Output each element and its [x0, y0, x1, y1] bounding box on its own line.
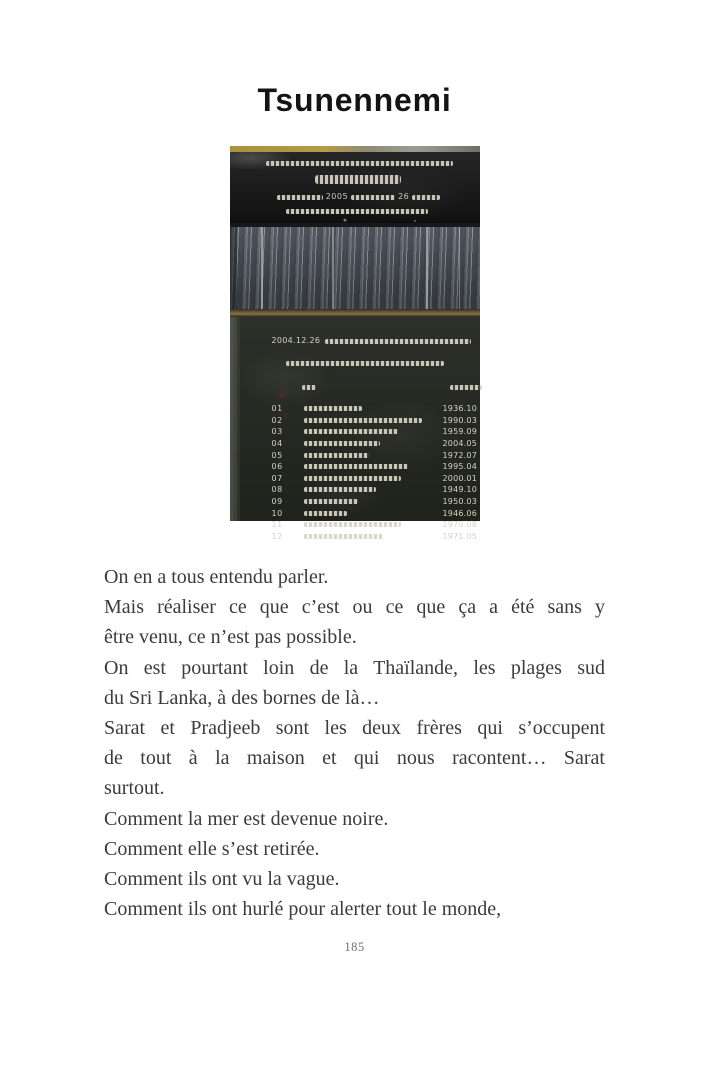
victim-number: 10 — [271, 508, 283, 518]
victim-name-script — [304, 429, 398, 434]
victim-row — [230, 507, 480, 519]
victim-number: 01 — [271, 404, 283, 414]
text-line: Sarat et Pradjeeb sont les deux frères qui s’occupent — [104, 717, 605, 740]
victim-row — [230, 426, 480, 438]
victim-number: 11 — [271, 520, 283, 530]
text-line: Comment ils ont hurlé pour alerter tout le monde, — [104, 898, 502, 921]
rust-joint-band — [230, 309, 480, 317]
victim-name-script — [304, 522, 401, 527]
victim-birthdate: 2004.05 — [442, 439, 477, 449]
plaque-day: 26 — [398, 192, 410, 201]
victim-row — [230, 461, 480, 473]
text-line: de tout à la maison et qui nous racontent… Sarat — [104, 747, 605, 770]
victim-name-script — [304, 499, 358, 504]
victim-birthdate: 1949.10 — [442, 485, 477, 495]
text-line: Comment la mer est devenue noire. — [104, 807, 389, 830]
victim-name-script — [304, 464, 408, 469]
book-page — [0, 84, 709, 1076]
text-line: être venu, ce n’est pas possible. — [104, 626, 357, 649]
plaque-inscription-line — [234, 193, 484, 201]
victim-number: 03 — [271, 427, 283, 437]
text-line: On est pourtant loin de la Thaïlande, les plages sud — [104, 656, 605, 679]
text-line: du Sri Lanka, à des bornes de là… — [104, 686, 380, 709]
paragraph — [104, 894, 605, 924]
memorial-list-panel — [230, 317, 480, 541]
sinhala-script-blob — [286, 209, 428, 214]
victim-birthdate: 1936.10 — [442, 404, 477, 414]
stone-wall-section — [230, 223, 480, 309]
victim-name-script — [304, 406, 362, 411]
victim-row — [230, 519, 480, 531]
paragraph — [104, 713, 605, 804]
sinhala-script-blob — [266, 161, 453, 166]
victim-number: 05 — [271, 450, 283, 460]
victim-number: 07 — [271, 473, 283, 483]
victim-row — [230, 496, 480, 508]
victim-number: 08 — [271, 485, 283, 495]
sinhala-script-blob — [325, 339, 471, 344]
victim-name-script — [304, 511, 347, 516]
memorial-heading-line1 — [272, 337, 480, 345]
memorial-column-headers — [302, 385, 480, 390]
victim-number: 09 — [271, 497, 283, 507]
victim-name-script — [304, 453, 369, 458]
victim-number: 04 — [271, 439, 283, 449]
memorial-header-plaque — [230, 152, 480, 223]
victim-name-script — [304, 534, 383, 539]
victim-number: 06 — [271, 462, 283, 472]
memorial-victim-list — [230, 403, 480, 542]
victim-birthdate: 2000.01 — [442, 473, 477, 483]
sinhala-script-blob — [412, 195, 440, 200]
plaque-year: 2005 — [325, 192, 349, 201]
victim-number: 02 — [271, 415, 283, 425]
page-title: Tsunennemi — [257, 82, 452, 118]
paragraph — [104, 864, 605, 894]
victim-row — [230, 403, 480, 415]
victim-name-script — [304, 476, 401, 481]
sinhala-script-blob — [286, 361, 444, 366]
sinhala-script-blob — [315, 175, 401, 184]
victim-birthdate: 1959.09 — [442, 427, 477, 437]
column-header-birthdate — [450, 385, 482, 390]
body-text — [104, 562, 605, 924]
sinhala-script-blob — [277, 195, 323, 200]
victim-birthdate: 1971.05 — [442, 531, 477, 541]
victim-birthdate: 1972.07 — [442, 450, 477, 460]
sinhala-script-blob — [351, 195, 395, 200]
victim-row — [230, 484, 480, 496]
column-header-name — [302, 385, 316, 390]
text-line: surtout. — [104, 777, 165, 800]
paragraph — [104, 562, 605, 592]
victim-birthdate: 1995.04 — [442, 462, 477, 472]
paragraph — [104, 592, 605, 652]
victim-name-script — [304, 487, 376, 492]
victim-number: 12 — [271, 531, 283, 541]
victim-row — [230, 415, 480, 427]
victim-row — [230, 531, 480, 543]
victim-row — [230, 473, 480, 485]
victim-row — [230, 449, 480, 461]
victim-name-script — [304, 418, 422, 423]
plaque-inscription-line — [235, 161, 485, 166]
tsunami-date: 2004.12.26 — [271, 336, 321, 345]
victim-birthdate: 1950.03 — [442, 497, 477, 507]
plaque-inscription-line — [233, 175, 483, 184]
victim-birthdate: 1946.06 — [442, 508, 477, 518]
victim-birthdate: 1970.08 — [442, 520, 477, 530]
paragraph — [104, 834, 605, 864]
text-line: Comment ils ont vu la vague. — [104, 868, 340, 891]
paragraph — [104, 653, 605, 713]
text-line: Mais réaliser ce que c’est ou ce que ça a été sans y — [104, 596, 605, 619]
text-line: On en a tous entendu parler. — [104, 566, 329, 588]
victim-birthdate: 1990.03 — [442, 415, 477, 425]
memorial-heading-line2 — [286, 353, 480, 371]
plaque-inscription-line — [232, 209, 482, 214]
text-line: Comment elle s’est retirée. — [104, 837, 320, 860]
memorial-photo — [230, 146, 480, 541]
paragraph — [104, 804, 605, 834]
victim-row — [230, 438, 480, 450]
page-number: 185 — [344, 940, 365, 955]
victim-name-script — [304, 441, 380, 446]
